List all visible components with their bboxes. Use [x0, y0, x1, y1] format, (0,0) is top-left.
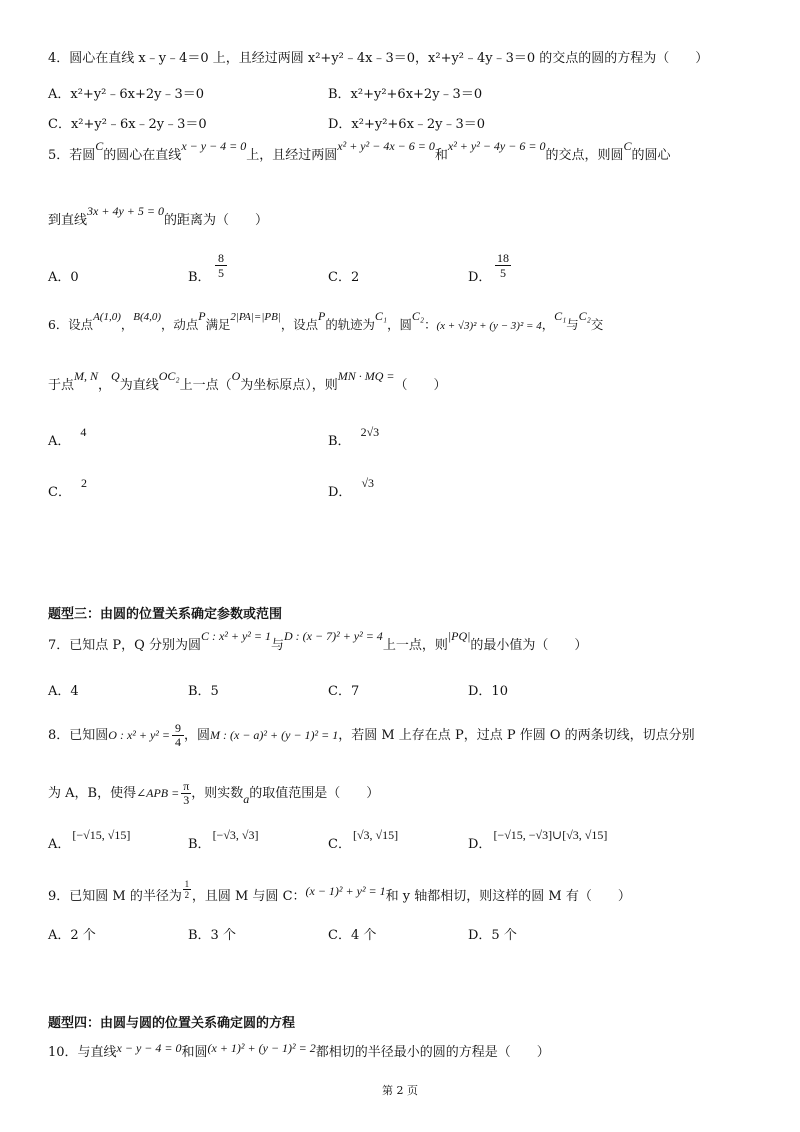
- q6-text: 为直线: [119, 378, 159, 393]
- q6-option-a-label: A．: [48, 434, 71, 449]
- q6-text: ，: [120, 317, 134, 332]
- q5-option-c[interactable]: C．2: [328, 270, 360, 285]
- q8-option-c-label: C．: [328, 837, 351, 852]
- q7-text: 与: [271, 638, 285, 653]
- q8-pi-over-three: [181, 780, 191, 807]
- q10-text: 和圆: [181, 1045, 208, 1060]
- q6-text: （ ）: [394, 378, 447, 393]
- q5-text: 和: [434, 148, 448, 163]
- q4-option-d[interactable]: D．x²+y²+6x﹣2y﹣3＝0: [328, 117, 486, 132]
- q8-variable-a: a: [243, 792, 250, 806]
- q8-text: ，则实数: [191, 786, 244, 801]
- q5-line-equation: x − y − 4 = 0: [181, 139, 247, 153]
- q6-point-p: P: [318, 309, 326, 323]
- q8-option-c[interactable]: [328, 828, 399, 852]
- section-heading-3: 题型三：由圆的位置关系确定参数或范围: [48, 607, 283, 622]
- q9-text: ，且圆 M 与圆 C：: [191, 889, 306, 904]
- q8-option-a-label: A．: [48, 837, 71, 852]
- q5-text: 到直线: [48, 213, 88, 228]
- q10-text: 10．与直线: [48, 1045, 117, 1060]
- q6-text: 满足: [205, 317, 231, 332]
- q8-option-c-value: [√3, √15]: [352, 828, 399, 842]
- q8-option-d[interactable]: [468, 828, 608, 852]
- q7-circle-d-equation: D : (x − 7)² + y² = 4: [284, 629, 383, 643]
- q8-text: 的取值范围是（ ）: [249, 786, 380, 801]
- q4-stem: 4．圆心在直线 x﹣y﹣4＝0 上，且经过两圆 x²+y²﹣4x﹣3＝0，x²+y²﹣4y﹣3＝0 的交点的圆的方程为（ ）: [48, 51, 709, 66]
- q6-text: ，圆: [387, 317, 412, 332]
- q7-option-d[interactable]: D．10: [468, 684, 508, 699]
- q8-option-b-value: [−√3, √3]: [212, 828, 259, 842]
- q7-text: 7．已知点 P，Q 分别为圆: [48, 638, 201, 653]
- q6-dot-product: MN · MQ =: [337, 369, 395, 383]
- q6-option-d-label: D．: [328, 485, 352, 500]
- q5-text: 上，且经过两圆: [246, 148, 338, 163]
- q8-nine-quarters: [172, 722, 184, 749]
- fraction-numerator: π: [183, 779, 190, 793]
- q5-option-b-label: B．: [188, 270, 211, 285]
- q5-option-d-fraction: [495, 251, 511, 280]
- q5-circle-1-equation: x² + y² − 4x − 6 = 0: [337, 139, 435, 153]
- q6-option-b[interactable]: [328, 425, 380, 449]
- q5-text: 的圆心: [631, 148, 671, 163]
- q9-option-b[interactable]: B．3 个: [188, 928, 236, 943]
- q6-point-a: A(1,0): [93, 311, 121, 323]
- q6-text: ，: [98, 378, 112, 393]
- q10-stem: [48, 1041, 550, 1061]
- q8-option-a-value: [−√15, √15]: [72, 828, 131, 842]
- q8-text: ，圆: [184, 728, 211, 743]
- q6-text: 为坐标原点），则: [240, 378, 338, 393]
- q9-option-a[interactable]: A．2 个: [48, 928, 96, 943]
- q7-stem: [48, 629, 588, 654]
- q8-circle-o-equation: O : x² + y² =: [108, 728, 170, 742]
- q10-text: 都相切的半径最小的圆的方程是（ ）: [315, 1045, 550, 1060]
- q6-origin-o: O: [231, 369, 241, 383]
- q8-angle-apb: ∠APB =: [136, 786, 180, 800]
- q6-point-b: B(4,0): [133, 311, 162, 323]
- q6-text: 于点: [48, 378, 75, 393]
- q7-option-b[interactable]: B．5: [188, 684, 219, 699]
- q9-stem: [48, 879, 631, 905]
- q4-option-a[interactable]: A．x²+y²﹣6x+2y﹣3＝0: [48, 87, 205, 102]
- section-heading-4: 题型四：由圆与圆的位置关系确定圆的方程: [48, 1016, 296, 1031]
- q8-circle-m-equation: M : (x − a)² + (y − 1)² = 1: [210, 728, 339, 742]
- q6-text: 6．设点: [48, 317, 94, 332]
- q5-option-d-label: D．: [468, 270, 492, 285]
- q8-option-b-label: B．: [188, 837, 211, 852]
- fraction-numerator: 18: [497, 251, 509, 265]
- q6-text: ，: [541, 317, 555, 332]
- q6-option-d-value: √3: [361, 476, 375, 490]
- q6-points-mn: M, N: [74, 369, 99, 383]
- q5-text: 的距离为（ ）: [163, 213, 268, 228]
- q6-stem-line1: [48, 309, 604, 333]
- q8-option-b[interactable]: [188, 828, 259, 852]
- q4-option-b[interactable]: B．x²+y²+6x+2y﹣3＝0: [328, 87, 483, 102]
- q8-stem-line2: [48, 780, 379, 807]
- q8-option-d-value: [−√15, −√3]∪[√3, √15]: [493, 828, 608, 842]
- q5-circle-c: C: [95, 139, 104, 153]
- q6-text: ，设点: [280, 317, 318, 332]
- q7-distance-pq: |PQ|: [447, 629, 471, 643]
- q6-curve-c1: C₁: [554, 309, 567, 323]
- q6-text: 交: [590, 317, 604, 332]
- q10-line-equation: x − y − 4 = 0: [116, 1041, 182, 1055]
- fraction-denominator: 5: [218, 266, 224, 280]
- q6-text: ：: [424, 317, 437, 332]
- q6-text: ，动点: [161, 317, 199, 332]
- fraction-numerator: 8: [215, 251, 227, 266]
- q9-text: 9．已知圆 M 的半径为: [48, 889, 182, 904]
- q6-option-b-label: B．: [328, 434, 351, 449]
- q6-point-p: P: [198, 309, 206, 323]
- q9-circle-c-equation: (x − 1)² + y² = 1: [305, 884, 386, 898]
- q5-text: 的交点，则圆: [545, 148, 624, 163]
- q7-text: 上一点，则: [382, 638, 448, 653]
- q5-circle-c: C: [623, 139, 632, 153]
- q5-option-a[interactable]: A．0: [48, 270, 79, 285]
- q9-option-c[interactable]: C．4 个: [328, 928, 377, 943]
- page-number: 第 2 页: [382, 1084, 418, 1097]
- q6-option-a-value: 4: [80, 425, 87, 439]
- q5-text: 5．若圆: [48, 148, 96, 163]
- q8-option-d-label: D．: [468, 837, 492, 852]
- q5-option-d[interactable]: [468, 251, 509, 285]
- q6-line-oc2: OC₂: [158, 369, 180, 383]
- q5-stem-line1: [48, 139, 671, 164]
- q5-circle-2-equation: x² + y² − 4y − 6 = 0: [447, 139, 546, 153]
- q7-text: 的最小值为（ ）: [470, 638, 588, 653]
- q6-stem-line2: [48, 369, 447, 394]
- q6-circle-c2: C₂: [578, 309, 591, 323]
- fraction-numerator: 1: [184, 879, 190, 889]
- q6-circle-c2: C₂: [411, 309, 425, 323]
- q6-circle-equation: (x + √3)² + (y − 3)² = 4: [436, 320, 542, 332]
- q9-one-half: [183, 879, 191, 900]
- q6-option-a[interactable]: [48, 425, 87, 449]
- fraction-denominator: 2: [184, 890, 190, 900]
- q5-line-2-equation: 3x + 4y + 5 = 0: [87, 204, 164, 218]
- fraction-denominator: 4: [175, 735, 181, 749]
- q5-option-b-fraction: [215, 251, 227, 280]
- q6-option-c-label: C．: [48, 485, 71, 500]
- q9-option-d[interactable]: D．5 个: [468, 928, 517, 943]
- q6-option-c-value: 2: [80, 476, 87, 490]
- q8-text: 8．已知圆: [48, 728, 109, 743]
- q6-condition: 2|PA|=|PB|: [230, 311, 281, 323]
- q8-text: ，若圆 M 上存在点 P，过点 P 作圆 O 的两条切线，切点分别: [338, 728, 695, 743]
- q5-text: 的圆心在直线: [103, 148, 182, 163]
- q7-option-c[interactable]: C．7: [328, 684, 360, 699]
- q6-text: 的轨迹为: [325, 317, 375, 332]
- q6-option-b-value: 2√3: [360, 425, 380, 439]
- q8-text: 为 A，B，使得: [48, 786, 137, 801]
- q8-stem-line1: [48, 722, 695, 749]
- q5-option-b[interactable]: [188, 251, 224, 285]
- q7-option-a[interactable]: A．4: [48, 684, 79, 699]
- q4-option-c[interactable]: C．x²+y²﹣6x﹣2y﹣3＝0: [48, 117, 207, 132]
- fraction-denominator: 3: [183, 793, 190, 807]
- q8-option-a[interactable]: [48, 828, 131, 852]
- fraction-numerator: 9: [172, 722, 184, 736]
- fraction-denominator: 5: [500, 266, 506, 280]
- q10-circle-equation: (x + 1)² + (y − 1)² = 2: [207, 1041, 316, 1055]
- q6-option-c[interactable]: [48, 476, 87, 500]
- q5-stem-line2: [48, 204, 268, 229]
- q6-point-q: Q: [111, 369, 120, 383]
- q9-text: 和 y 轴都相切，则这样的圆 M 有（ ）: [385, 889, 631, 904]
- q6-text: 与: [566, 317, 579, 332]
- q7-circle-c-equation: C : x² + y² = 1: [200, 629, 271, 643]
- q6-text: 上一点（: [179, 378, 232, 393]
- q6-curve-c1: C₁: [374, 309, 388, 323]
- q6-option-d[interactable]: [328, 476, 375, 500]
